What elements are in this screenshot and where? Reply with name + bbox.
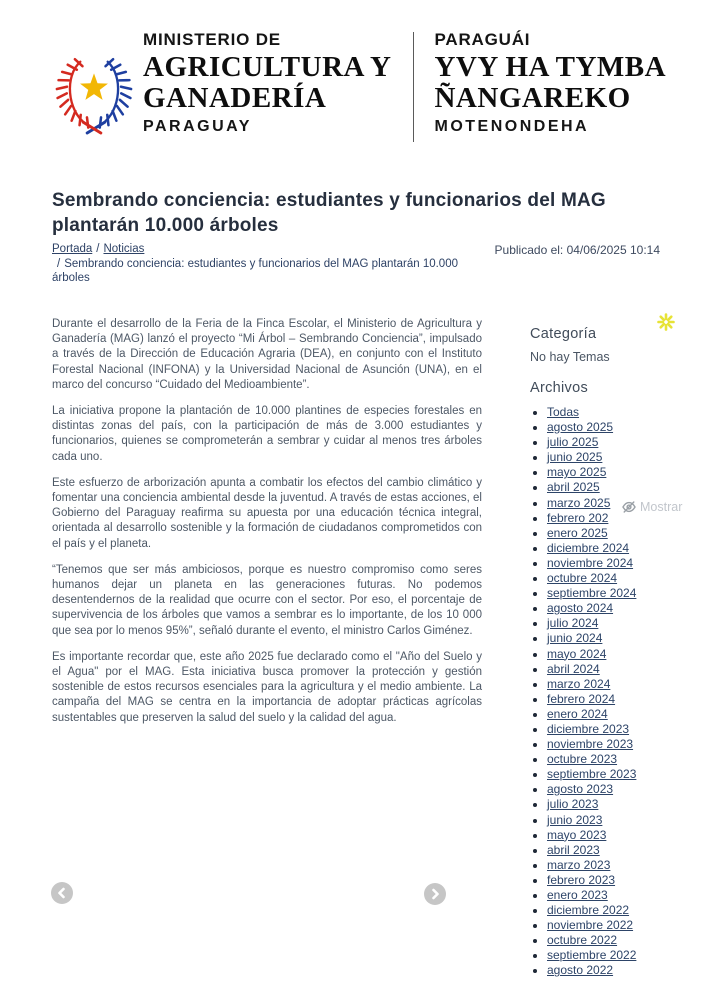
- archive-list-item: [547, 631, 680, 646]
- archive-link[interactable]: octubre 2024: [547, 571, 618, 586]
- archive-list-item: [547, 752, 680, 767]
- archive-list-item: [547, 647, 680, 662]
- eye-off-icon: [622, 500, 636, 514]
- logo-yvy-ha-tymba: YVY HA TYMBA: [434, 51, 667, 83]
- archive-link[interactable]: mayo 2024: [547, 646, 607, 661]
- archives-list: [530, 405, 683, 979]
- archives-heading: Archivos: [530, 380, 588, 396]
- archive-link[interactable]: noviembre 2024: [547, 555, 634, 570]
- archive-link[interactable]: agosto 2023: [547, 782, 614, 797]
- logo-divider: [413, 32, 414, 142]
- archive-link[interactable]: julio 2025: [547, 435, 599, 450]
- archive-list-item: [547, 888, 680, 903]
- logo-paraguai: PARAGUÁI: [434, 30, 531, 49]
- breadcrumb-portada[interactable]: Portada: [52, 243, 93, 255]
- archive-list-item: [547, 858, 680, 873]
- archive-link[interactable]: septiembre 2024: [547, 586, 637, 601]
- archive-link[interactable]: enero 2023: [547, 888, 608, 902]
- archive-link[interactable]: abril 2023: [547, 842, 600, 857]
- archive-list-item: [547, 435, 680, 450]
- published-date: Publicado el: 04/06/2025 10:14: [494, 243, 660, 257]
- archive-list-item: [547, 526, 680, 541]
- archive-link[interactable]: septiembre 2023: [547, 767, 637, 782]
- archive-list-item: [547, 692, 680, 707]
- archive-list-item: [547, 873, 680, 888]
- archive-list-item: [547, 662, 680, 677]
- article-paragraph: La iniciativa propone la plantación de 10.000 plantines de especies forestales en distintas zonas del país, con la participación de más de 3.000 estudiantes y funcionarios, quienes se comprometerán a sembrar y cuidar al menos tres árboles cada uno.: [52, 405, 482, 463]
- archive-list-item: [547, 556, 680, 571]
- archive-list-item: [547, 571, 680, 586]
- archive-list-item: [547, 480, 680, 495]
- logo-motenondeha: MOTENONDEHA: [434, 118, 590, 135]
- logo-ganaderia: GANADERÍA: [143, 82, 327, 114]
- archive-link[interactable]: abril 2024: [547, 661, 600, 676]
- archive-list-item: [547, 616, 680, 631]
- chevron-left-icon: [56, 887, 68, 899]
- archive-list-item: [547, 828, 680, 843]
- breadcrumb-current: / Sembrando conciencia: estudiantes y funcionarios del MAG plantarán 10.000 árboles: [52, 257, 458, 285]
- sidebar: [530, 326, 683, 979]
- archive-list-item: [547, 707, 680, 722]
- archive-link[interactable]: diciembre 2022: [547, 903, 630, 918]
- archive-list-item: [547, 933, 680, 948]
- archive-link[interactable]: junio 2023: [547, 812, 603, 827]
- archive-link[interactable]: febrero 2024: [547, 691, 616, 706]
- mostrar-label: Mostrar: [640, 500, 683, 514]
- archive-list-item: [547, 465, 680, 480]
- archive-link[interactable]: julio 2023: [547, 797, 599, 812]
- archive-link[interactable]: febrero 2023: [547, 872, 616, 887]
- archive-list-item: [547, 918, 680, 933]
- archive-link[interactable]: mayo 2023: [547, 827, 607, 842]
- article-paragraph: Este esfuerzo de arborización apunta a combatir los efectos del cambio climático y fomentar una conciencia ambiental desde la juventud. A través de estas acciones, el Gobierno del Paraguay reafirma su apuesta por una educación técnica integral, orientada al desarrollo sostenible y la formación de ciudadanos comprometidos con el país y el planeta.: [52, 476, 482, 550]
- archive-list-item: [547, 737, 680, 752]
- archive-link[interactable]: noviembre 2023: [547, 737, 634, 752]
- archive-link[interactable]: marzo 2023: [547, 857, 611, 872]
- archive-list-item: [547, 586, 680, 601]
- archive-link[interactable]: enero 2024: [547, 706, 608, 721]
- archive-link[interactable]: marzo 2024: [547, 676, 611, 691]
- archive-list-item: [547, 782, 680, 797]
- logo-ministerio-de: MINISTERIO DE: [143, 30, 281, 49]
- category-heading: Categoría: [530, 326, 597, 342]
- ministry-logo[interactable]: [53, 28, 666, 145]
- archive-link[interactable]: agosto 2024: [547, 601, 614, 616]
- archive-list-item: [547, 405, 680, 420]
- archive-link[interactable]: diciembre 2024: [547, 540, 630, 555]
- archive-link[interactable]: junio 2024: [547, 631, 603, 646]
- archive-list-item: [547, 677, 680, 692]
- logo-nangareko: ÑANGAREKO: [434, 82, 631, 114]
- mostrar-tooltip[interactable]: [620, 500, 684, 514]
- breadcrumb-separator: /: [57, 257, 61, 270]
- archive-list-item: [547, 797, 680, 812]
- logo-text-es: [143, 28, 391, 139]
- paraguay-emblem-icon: [53, 42, 135, 145]
- breadcrumb-noticias[interactable]: Noticias: [103, 243, 145, 255]
- archive-list-item: [547, 450, 680, 465]
- asterisk-icon[interactable]: [656, 312, 676, 332]
- archive-link[interactable]: agosto 2025: [547, 420, 614, 435]
- carousel-prev-button[interactable]: [51, 882, 73, 904]
- archive-link[interactable]: octubre 2023: [547, 752, 618, 767]
- archive-list-item: [547, 601, 680, 616]
- article-body: [52, 317, 482, 737]
- archive-link[interactable]: julio 2024: [547, 616, 599, 631]
- carousel-next-button[interactable]: [424, 883, 446, 905]
- breadcrumb: [52, 242, 480, 286]
- archive-link[interactable]: noviembre 2022: [547, 918, 634, 933]
- article-paragraph: Durante el desarrollo de la Feria de la Finca Escolar, el Ministerio de Agricultura y Ganadería (MAG) lanzó el proyecto “Mi Árbol – Sembrando Conciencia”, impulsado a través de la Dirección de Educación Agraria (DEA), en conjunto con el Instituto Forestal Nacional (INFONA) y la Universidad Nacional de Asunción (UNA), en el marco del concurso “Cuidado del Medioambiente”.: [52, 318, 482, 391]
- archive-link[interactable]: Todas: [547, 405, 580, 419]
- archive-link[interactable]: enero 2025: [547, 525, 608, 540]
- logo-agricultura: AGRICULTURA Y: [143, 51, 392, 83]
- archive-list-item: [547, 767, 680, 782]
- archive-link[interactable]: septiembre 2022: [547, 948, 637, 963]
- logo-paraguay: PARAGUAY: [143, 118, 252, 135]
- archive-link[interactable]: febrero 202: [547, 510, 609, 525]
- archive-link[interactable]: abril 2025: [547, 480, 600, 495]
- archive-list-item: [547, 903, 680, 918]
- archive-list-item: [547, 722, 680, 737]
- breadcrumb-separator: /: [96, 243, 100, 255]
- article-paragraph: “Tenemos que ser más ambiciosos, porque es nuestro compromiso como seres humanos dejar un planeta en las generaciones futuras. No podemos desentendernos de la realidad que ocurre con el sector. Por eso, el porcentaje de supervivencia de los árboles que vamos a sembrar es lo importante, de los 10 000 que sea por lo menos 95%”, señaló durante el evento, el ministro Carlos Giménez.: [52, 563, 482, 637]
- archive-link[interactable]: diciembre 2023: [547, 721, 630, 736]
- archive-link[interactable]: marzo 2025: [547, 495, 611, 510]
- chevron-right-icon: [429, 888, 441, 900]
- archive-list-item: [547, 963, 680, 978]
- logo-text-gn: [434, 28, 666, 139]
- archive-list-item: [547, 813, 680, 828]
- archive-list-item: [547, 541, 680, 556]
- archive-list-item: [547, 843, 680, 858]
- archive-link[interactable]: agosto 2022: [547, 963, 614, 978]
- article-paragraph: Es importante recordar que, este año 2025 fue declarado como el "Año del Suelo y el Agua" por el MAG. Esta iniciativa busca promover la protección y gestión sostenible de estos recursos esenciales para la agricultura y el medio ambiente. La campaña del MAG se centra en la importancia de adoptar prácticas agrícolas sustentables que preserven la salud del suelo y la calidad del agua.: [52, 650, 482, 724]
- archive-link[interactable]: junio 2025: [547, 450, 603, 465]
- star: [80, 73, 108, 99]
- archive-list-item: [547, 420, 680, 435]
- archive-list-item: [547, 948, 680, 963]
- page-title: Sembrando conciencia: estudiantes y funcionarios del MAG plantarán 10.000 árboles: [52, 190, 606, 236]
- category-empty-text: No hay Temas: [530, 350, 610, 364]
- archive-link[interactable]: octubre 2022: [547, 933, 618, 948]
- archive-link[interactable]: mayo 2025: [547, 465, 607, 480]
